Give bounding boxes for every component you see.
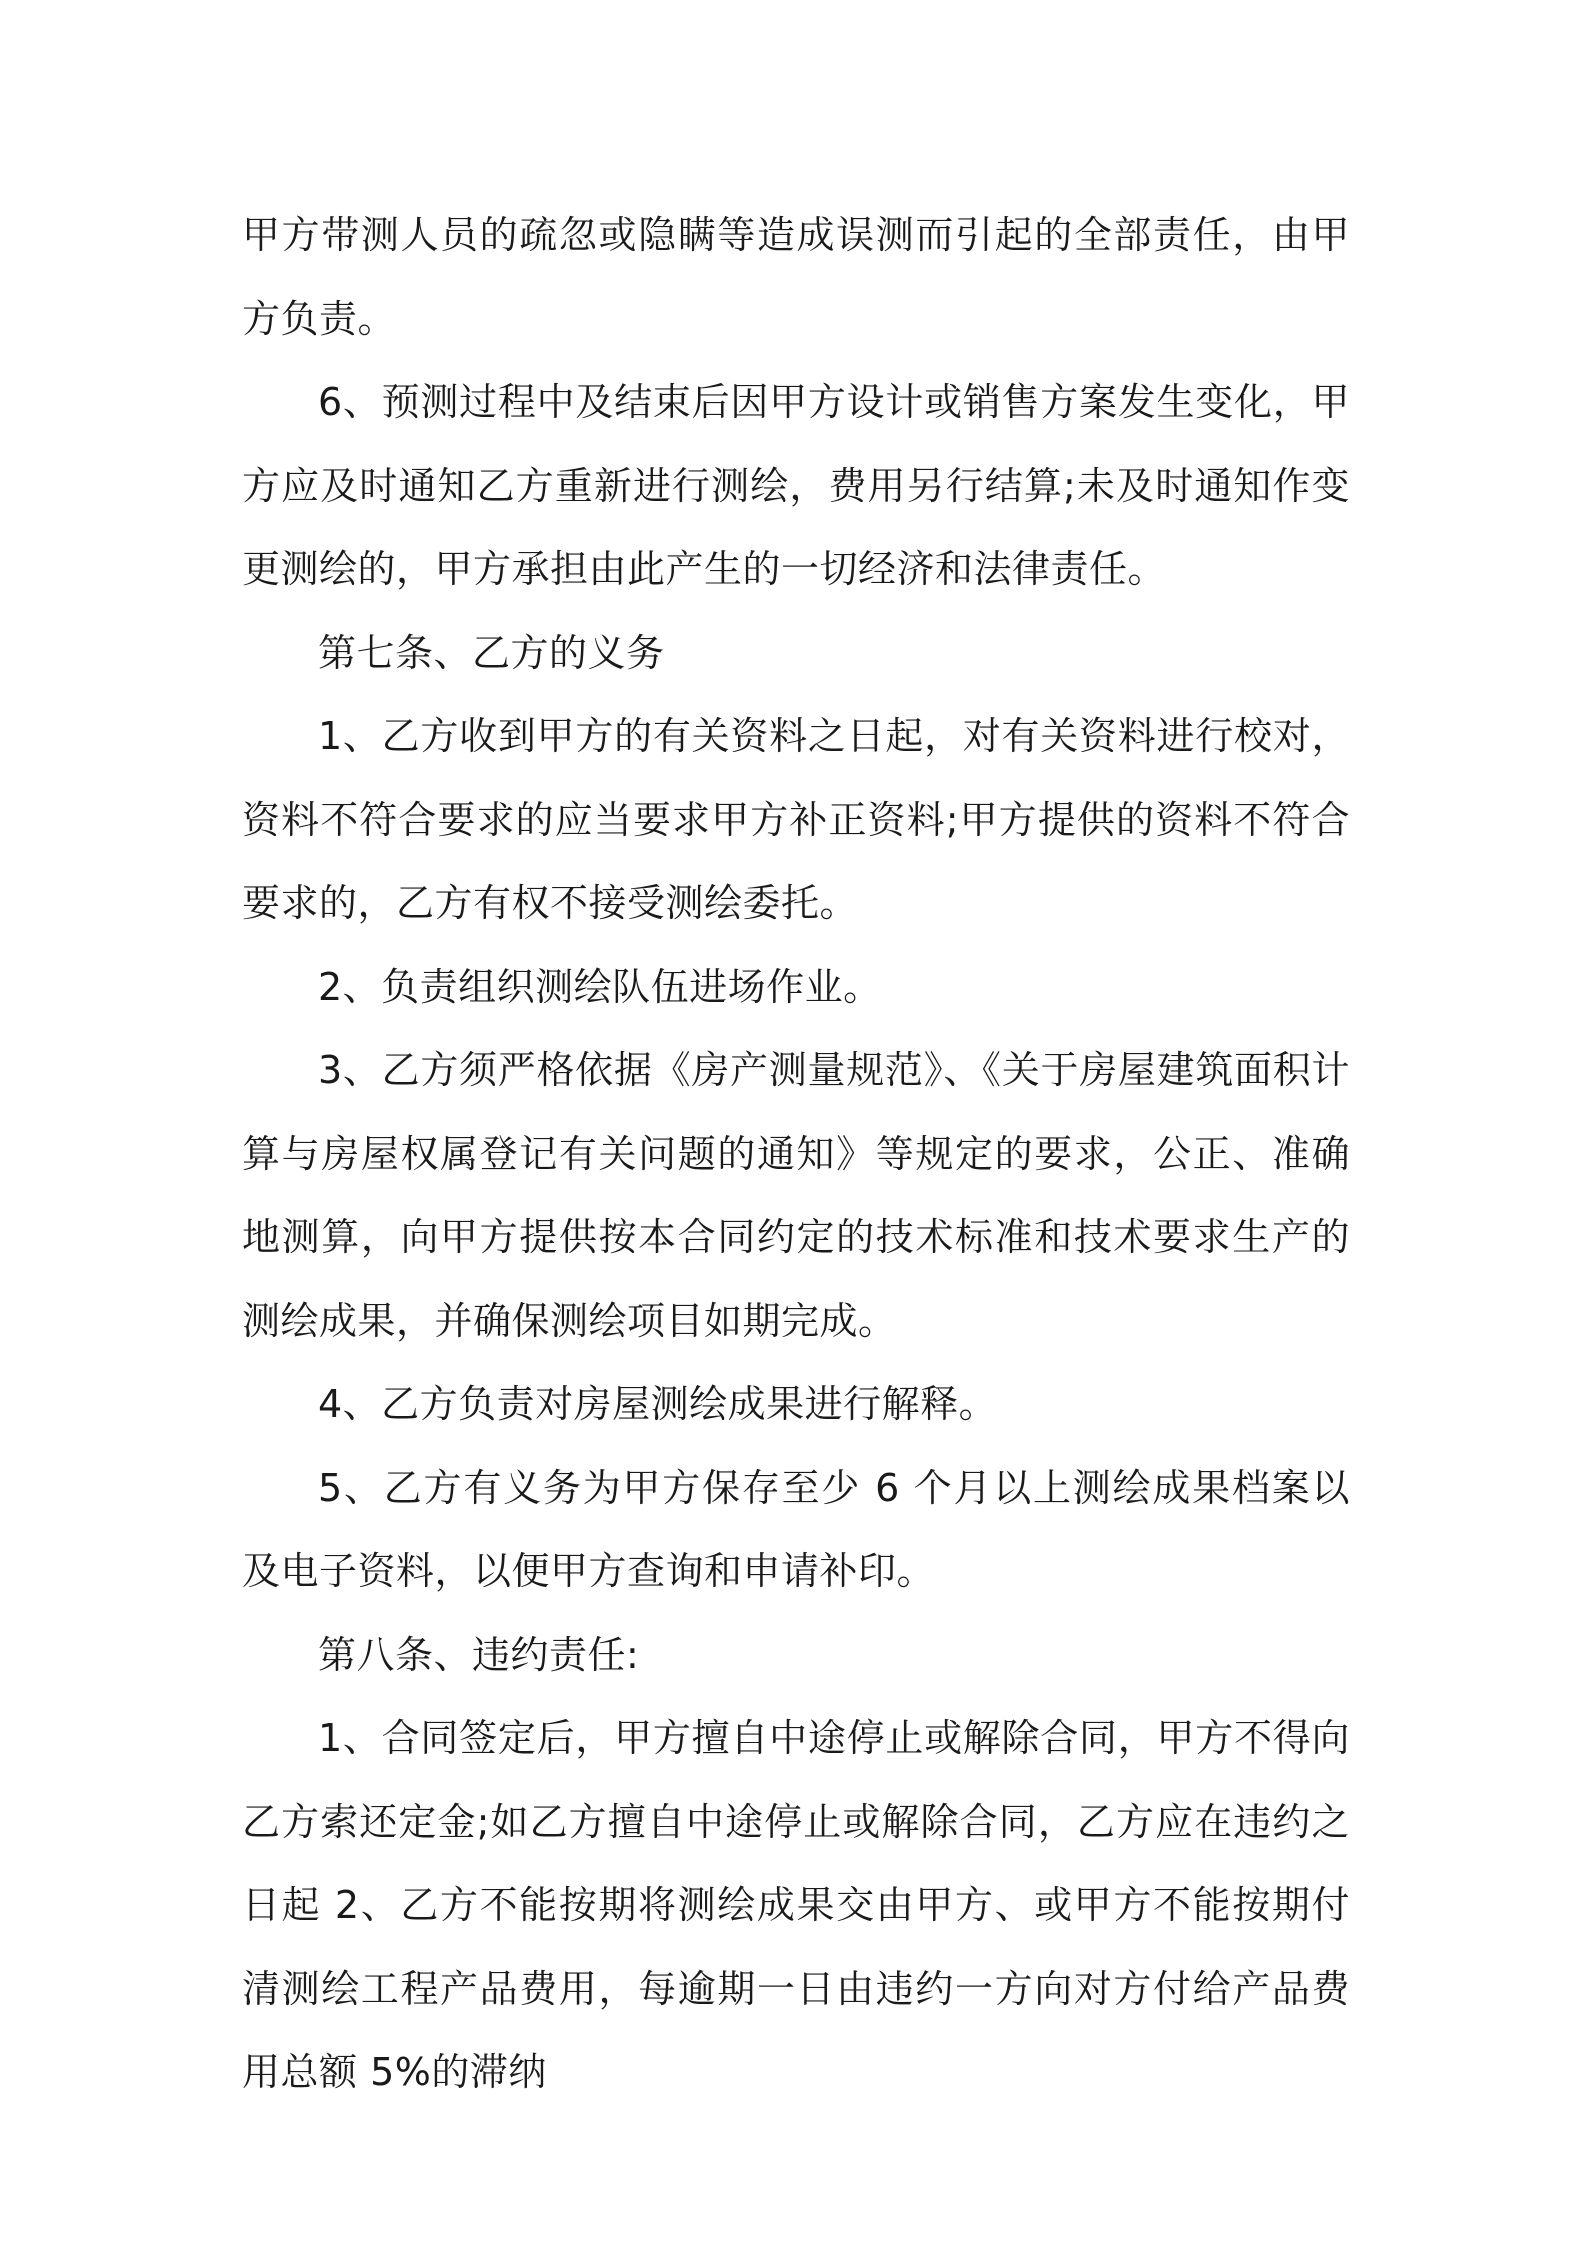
document-page	[242, 194, 1350, 2115]
section-heading-article-8: 第八条、违约责任:	[318, 1632, 640, 1677]
paragraph-breach-clause-1: 1、合同签定后，甲方擅自中途停止或解除合同，甲方不得向乙方索还定金;如乙方擅自中途停止或解除合同，乙方应在违约之日起 2、乙方不能按期将测绘成果交由甲方、或甲方不能按期付清测绘工程产品费用，每逾期一日由违约一方向对方付给产品费用总额 5%的滞纳	[242, 1716, 1350, 2094]
paragraph-continuation: 甲方带测人员的疏忽或隐瞒等造成误测而引起的全部责任，由甲方负责。	[242, 213, 1350, 341]
paragraph-clause-3: 3、乙方须严格依据《房产测量规范》、《关于房屋建筑面积计算与房屋权属登记有关问题的通知》等规定的要求，公正、准确地测算，向甲方提供按本合同约定的技术标准和技术要求生产的测绘成果，并确保测绘项目如期完成。	[242, 1048, 1350, 1343]
paragraph-clause-2: 2、负责组织测绘队伍进场作业。	[318, 964, 882, 1009]
section-heading-article-7: 第七条、乙方的义务	[318, 630, 665, 675]
paragraph-clause-4: 4、乙方负责对房屋测绘成果进行解释。	[318, 1382, 998, 1426]
paragraph-clause-1: 1、乙方收到甲方的有关资料之日起，对有关资料进行校对，资料不符合要求的应当要求甲方补正资料;甲方提供的资料不符合要求的，乙方有权不接受测绘委托。	[242, 714, 1350, 925]
paragraph-clause-5: 5、乙方有义务为甲方保存至少 6 个月以上测绘成果档案以及电子资料，以便甲方查询和申请补印。	[242, 1465, 1350, 1593]
paragraph-clause-6: 6、预测过程中及结束后因甲方设计或销售方案发生变化，甲方应及时通知乙方重新进行测绘，费用另行结算;未及时通知作变更测绘的，甲方承担由此产生的一切经济和法律责任。	[242, 380, 1350, 591]
